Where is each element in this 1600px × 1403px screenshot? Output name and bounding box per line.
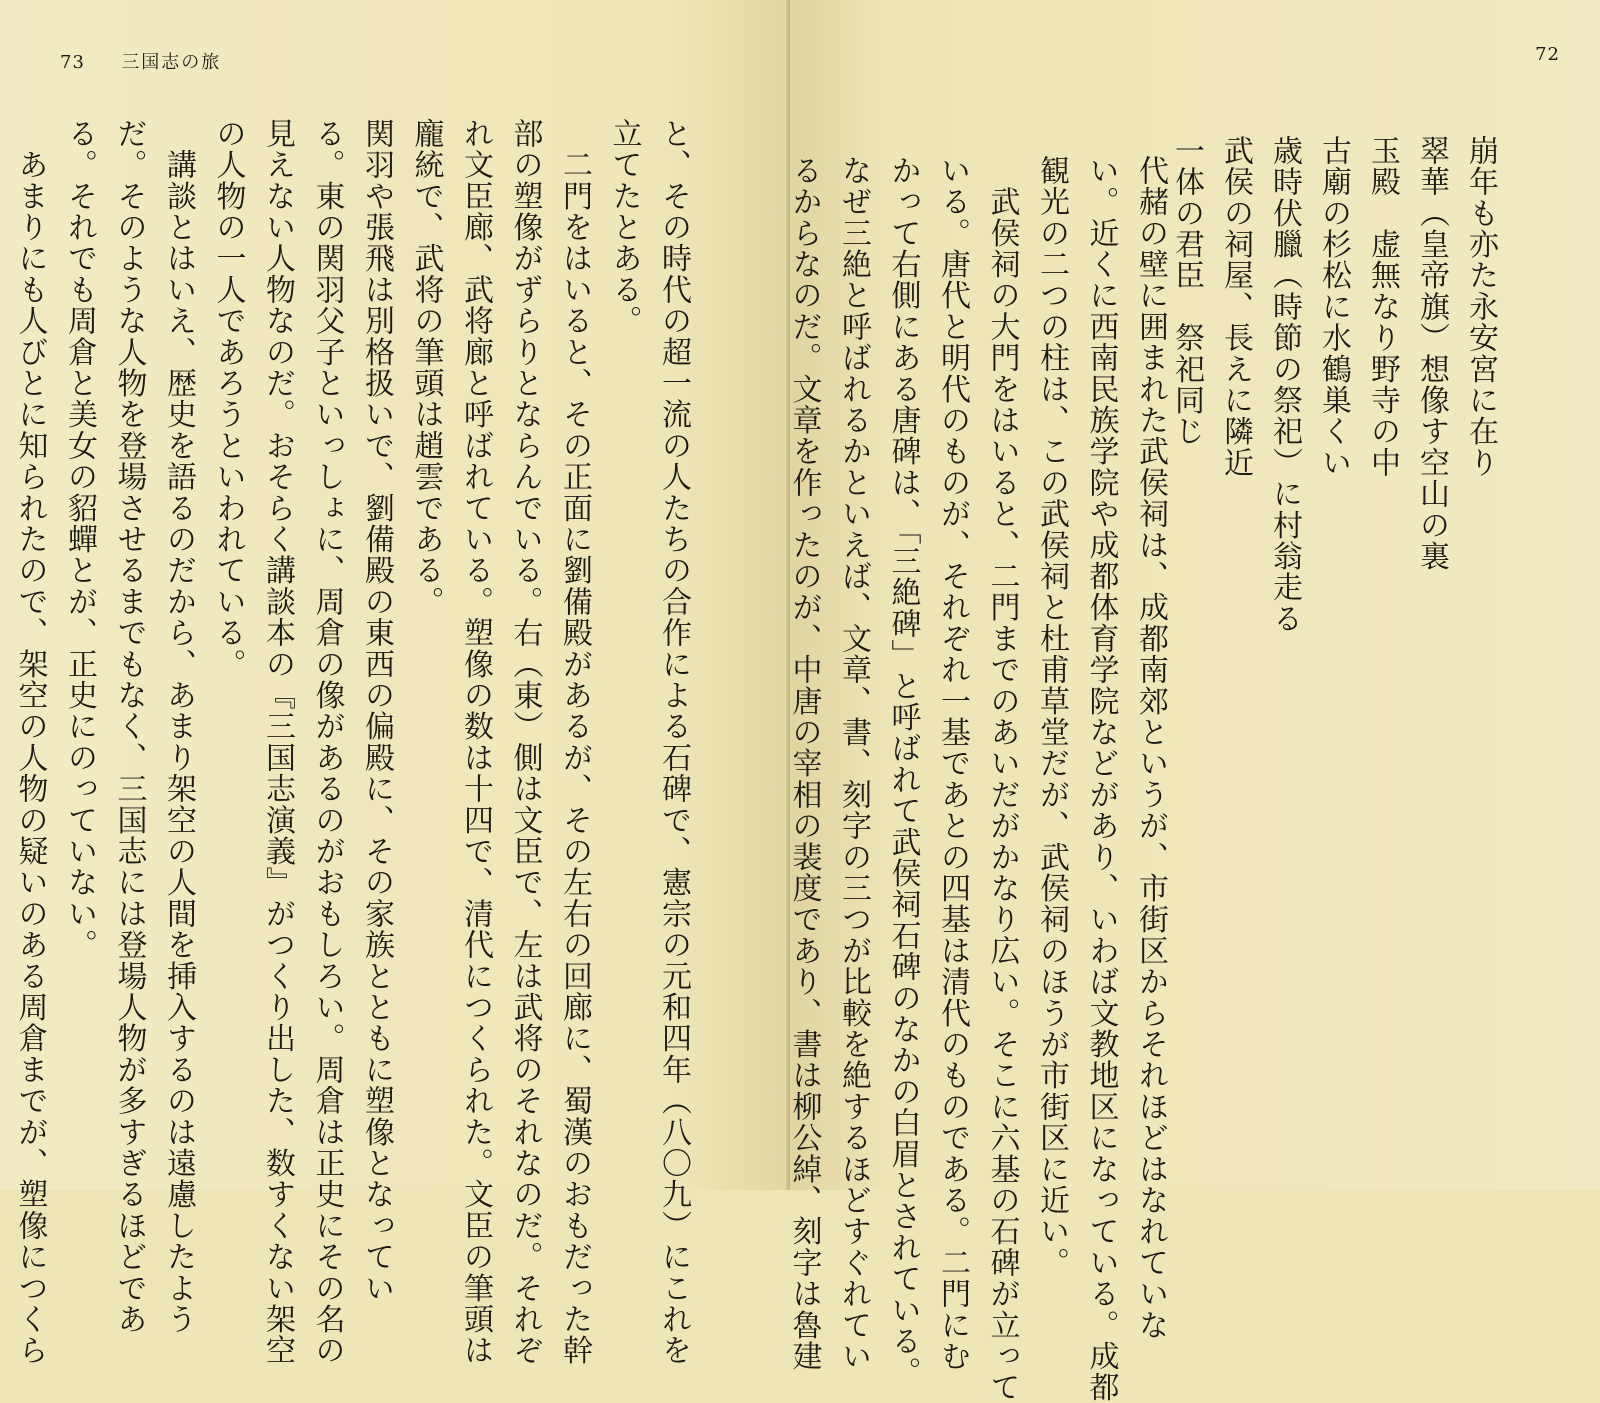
- poem-line: 翠華（皇帝旗）想像す空山の裏: [1414, 135, 1449, 572]
- poem-line: 一体の君臣 祭祀同じ: [1169, 135, 1204, 447]
- text-line: 見えない人物なのだ。おそらく講談本の『三国志演義』がつくり出した、数すくない架空: [260, 118, 295, 1366]
- text-line: と、その時代の超一流の人たちの合作による石碑で、憲宗の元和四年（八〇九）にこれを: [656, 118, 691, 1366]
- text-line: の人物の一人であろうといわれている。: [210, 118, 246, 680]
- text-line: る。東の関羽父子といっしょに、周倉の像があるのがおもしろい。周倉は正史にその名の: [309, 118, 345, 1366]
- poem-line: 崩年も亦た永安宮に在り: [1463, 135, 1498, 479]
- poem-line: 武侯の祠屋、長えに隣近: [1218, 135, 1253, 479]
- page-number-right: 72: [1535, 44, 1560, 65]
- poem-block: [1162, 135, 1505, 855]
- right-body-text: [779, 155, 1175, 1403]
- right-page: [786, 0, 1600, 1403]
- text-line: 龐統で、武将の筆頭は趙雲である。: [408, 118, 444, 618]
- text-line: 武侯祠の大門をはいると、二門までのあいだがかなり広い。そこに六基の石碑が立って: [984, 155, 1020, 1403]
- text-line: だ。そのような人物を登場させるまでもなく、三国志には登場人物が多すぎるほどであ: [111, 118, 147, 1335]
- page-number-left: 73: [60, 52, 85, 73]
- left-page: [0, 0, 790, 1366]
- text-line: るからなのだ。文章を作ったのが、中唐の宰相の裴度であり、書は柳公綽、刻字は魯建: [786, 155, 822, 1372]
- text-line: いる。唐代と明代のものが、それぞれ一基であとの四基は清代のものである。二門にむ: [935, 155, 970, 1372]
- running-head-right: [1535, 44, 1560, 65]
- text-line: あまりにも人びとに知られたので、架空の人物の疑いのある周倉までが、塑像につくら: [12, 118, 48, 1366]
- text-line: 二門をはいると、その正面に劉備殿があるが、その左右の回廊に、蜀漢のおもだった幹: [557, 118, 592, 1366]
- poem-line: 歳時伏臘（時節の祭祀）に村翁走る: [1267, 135, 1302, 635]
- text-line: 代赭の壁に囲まれた武侯祠は、成都南郊というが、市街区からそれほどはなれていな: [1133, 155, 1168, 1341]
- text-line: 部の塑像がずらりとならんでいる。右（東）側は文臣で、左は武将のそれなのだ。それぞ: [507, 118, 543, 1366]
- text-line: 関羽や張飛は別格扱いで、劉備殿の東西の偏殿に、その家族とともに塑像となってい: [359, 118, 394, 1304]
- text-line: なぜ三絶と呼ばれるかといえば、文章、書、刻字の三つが比較を絶するほどすぐれてい: [836, 155, 871, 1372]
- poem-line: 古廟の杉松に水鶴巣くい: [1316, 135, 1351, 479]
- text-line: れ文臣廊、武将廊と呼ばれている。塑像の数は十四で、清代につくられた。文臣の筆頭は: [458, 118, 493, 1366]
- poem-line: 玉殿 虚無なり野寺の中: [1365, 135, 1400, 479]
- text-line: る。それでも周倉と美女の貂蟬とが、正史にのっていない。: [62, 118, 97, 961]
- running-head-left: [60, 48, 221, 74]
- text-line: 講談とはいえ、歴史を語るのだから、あまり架空の人間を挿入するのは遠慮したよう: [161, 118, 196, 1335]
- text-line: 立てたとある。: [606, 118, 642, 337]
- text-line: い。近くに西南民族学院や成都体育学院などがあり、いわば文教地区になっている。成都: [1083, 155, 1119, 1403]
- text-line: かって右側にある唐碑は、「三絶碑」と呼ばれて武侯祠石碑のなかの白眉とされている。: [885, 155, 921, 1388]
- text-line: [0, 118, 5, 1168]
- running-title: 三国志の旅: [121, 52, 222, 73]
- text-line: 観光の二つの柱は、この武侯祠と杜甫草堂だが、武侯祠のほうが市街区に近い。: [1034, 155, 1069, 1279]
- left-body-text: [0, 118, 698, 1366]
